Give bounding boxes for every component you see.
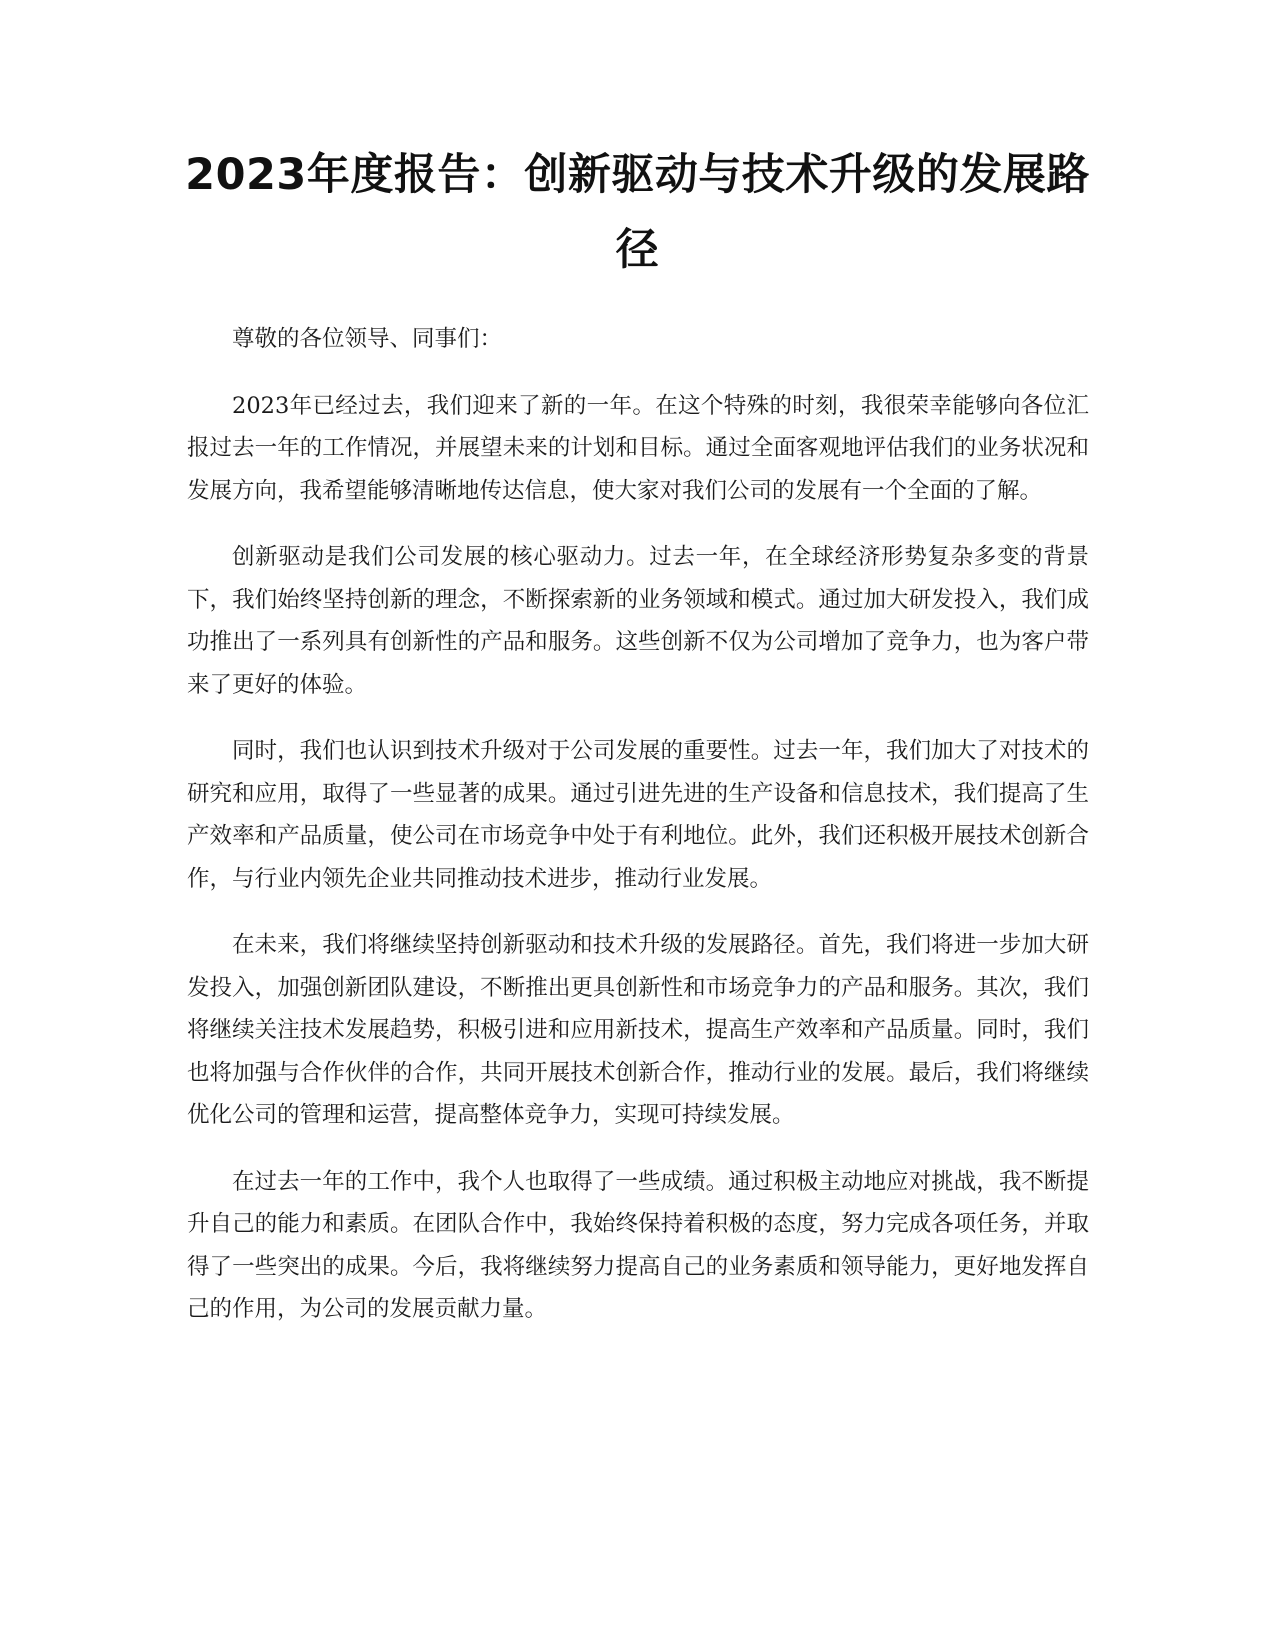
paragraph-intro: 2023年已经过去，我们迎来了新的一年。在这个特殊的时刻，我很荣幸能够向各位汇报过去一年的工作情况，并展望未来的计划和目标。通过全面客观地评估我们的业务状况和发展方向，我希望能够清晰地传达信息，使大家对我们公司的发展有一个全面的了解。: [187, 392, 1089, 504]
document-title: 2023年度报告：创新驱动与技术升级的发展路径: [185, 150, 1090, 275]
document-body: [187, 318, 1089, 1355]
paragraph-personal: 在过去一年的工作中，我个人也取得了一些成绩。通过积极主动地应对挑战，我不断提升自己的能力和素质。在团队合作中，我始终保持着积极的态度，努力完成各项任务，并取得了一些突出的成果。今后，我将继续努力提高自己的业务素质和领导能力，更好地发挥自己的作用，为公司的发展贡献力量。: [187, 1168, 1089, 1322]
paragraph-innovation: 创新驱动是我们公司发展的核心驱动力。过去一年，在全球经济形势复杂多变的背景下，我们始终坚持创新的理念，不断探索新的业务领域和模式。通过加大研发投入，我们成功推出了一系列具有创新性的产品和服务。这些创新不仅为公司增加了竞争力，也为客户带来了更好的体验。: [187, 544, 1089, 698]
salutation: 尊敬的各位领导、同事们：: [232, 326, 503, 352]
paragraph-technology: 同时，我们也认识到技术升级对于公司发展的重要性。过去一年，我们加大了对技术的研究和应用，取得了一些显著的成果。通过引进先进的生产设备和信息技术，我们提高了生产效率和产品质量，使公司在市场竞争中处于有利地位。此外，我们还积极开展技术创新合作，与行业内领先企业共同推动技术进步，推动行业发展。: [187, 738, 1089, 892]
paragraph-future: 在未来，我们将继续坚持创新驱动和技术升级的发展路径。首先，我们将进一步加大研发投入，加强创新团队建设，不断推出更具创新性和市场竞争力的产品和服务。其次，我们将继续关注技术发展趋势，积极引进和应用新技术，提高生产效率和产品质量。同时，我们也将加强与合作伙伴的合作，共同开展技术创新合作，推动行业的发展。最后，我们将继续优化公司的管理和运营，提高整体竞争力，实现可持续发展。: [187, 932, 1089, 1128]
